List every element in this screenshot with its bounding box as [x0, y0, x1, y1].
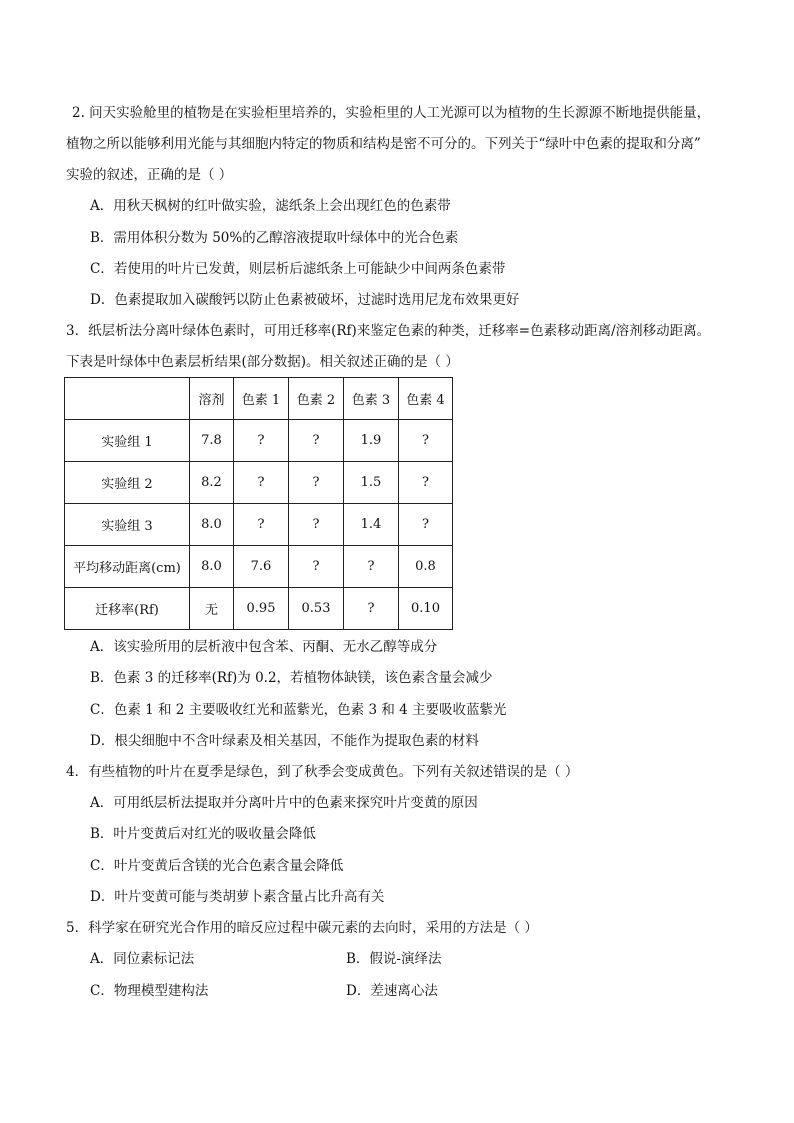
table-cell: 7.8 [190, 420, 234, 462]
q5-option-c: C．物理模型建构法 [90, 983, 209, 999]
q2-option-b: B．需用体积分数为 50%的乙醇溶液提取叶绿体中的光合色素 [90, 230, 459, 246]
table-cell: 迁移率(Rf) [65, 588, 190, 630]
rf-table [64, 377, 453, 630]
table-header-cell: 色素 1 [234, 378, 289, 420]
table-cell: ? [234, 420, 289, 462]
table-cell: ? [234, 504, 289, 546]
table-header-cell: 色素 3 [344, 378, 399, 420]
table-cell: ? [399, 420, 453, 462]
table-cell: 实验组 2 [65, 462, 190, 504]
q5-option-d: D．差速离心法 [346, 983, 438, 999]
table-header-row [65, 378, 453, 420]
q3-option-c: C．色素 1 和 2 主要吸收红光和蓝紫光，色素 3 和 4 主要吸收蓝紫光 [90, 702, 507, 718]
table-cell: 平均移动距离(cm) [65, 546, 190, 588]
table-cell: ? [289, 546, 344, 588]
table-cell: 8.0 [190, 546, 234, 588]
table-header-cell: 溶剂 [190, 378, 234, 420]
table-cell: 0.8 [399, 546, 453, 588]
q4-option-d: D．叶片变黄可能与类胡萝卜素含量占比升高有关 [90, 889, 385, 905]
q2-option-a: A．用秋天枫树的红叶做实验，滤纸条上会出现红色的色素带 [90, 198, 451, 214]
q2-option-d: D．色素提取加入碳酸钙以防止色素被破坏，过滤时选用尼龙布效果更好 [90, 292, 520, 308]
table-row [65, 504, 453, 546]
q4-option-b: B．叶片变黄后对红光的吸收量会降低 [90, 826, 316, 842]
table-row [65, 462, 453, 504]
q2-stem-line-3: 实验的叙述，正确的是（ ） [66, 167, 233, 183]
table-header-cell [65, 378, 190, 420]
table-header-cell: 色素 4 [399, 378, 453, 420]
table-cell: 7.6 [234, 546, 289, 588]
q2-option-c: C．若使用的叶片已发黄，则层析后滤纸条上可能缺少中间两条色素带 [90, 261, 506, 277]
q2-stem-line-2: 植物之所以能够利用光能与其细胞内特定的物质和结构是密不可分的。下列关于“绿叶中色素的提取和分离” [66, 136, 701, 152]
table-cell: 1.4 [344, 504, 399, 546]
q4-stem: 4．有些植物的叶片在夏季是绿色，到了秋季会变成黄色。下列有关叙述错误的是（ ） [66, 764, 579, 780]
table-cell: ? [234, 462, 289, 504]
q3-option-a: A．该实验所用的层析液中包含苯、丙酮、无水乙醇等成分 [90, 639, 438, 655]
table-cell: ? [289, 462, 344, 504]
table-cell: 8.2 [190, 462, 234, 504]
q3-option-d: D．根尖细胞中不含叶绿素及相关基因，不能作为提取色素的材料 [90, 733, 479, 749]
table-cell: 0.53 [289, 588, 344, 630]
table-row [65, 546, 453, 588]
table-cell: 实验组 1 [65, 420, 190, 462]
table-cell: ? [344, 588, 399, 630]
table-cell: 8.0 [190, 504, 234, 546]
table-cell: 1.9 [344, 420, 399, 462]
q3-option-b: B．色素 3 的迁移率(Rf)为 0.2，若植物体缺镁，该色素含量会减少 [90, 670, 493, 686]
table-cell: 实验组 3 [65, 504, 190, 546]
table-cell: ? [344, 546, 399, 588]
q3-stem-line-1: 3．纸层析法分离叶绿体色素时，可用迁移率(Rf)来鉴定色素的种类，迁移率=色素移动距离/溶剂移动距离。 [66, 323, 711, 339]
q4-option-a: A．可用纸层析法提取并分离叶片中的色素来探究叶片变黄的原因 [90, 795, 478, 811]
table-cell: 1.5 [344, 462, 399, 504]
q5-option-a: A．同位素标记法 [90, 951, 195, 967]
table-cell: ? [289, 504, 344, 546]
table-cell: ? [399, 504, 453, 546]
q5-stem: 5．科学家在研究光合作用的暗反应过程中碳元素的去向时，采用的方法是（ ） [66, 920, 538, 936]
table-cell: 0.95 [234, 588, 289, 630]
table-header-cell: 色素 2 [289, 378, 344, 420]
table-cell: ? [289, 420, 344, 462]
table-cell: ? [399, 462, 453, 504]
q3-stem-line-2: 下表是叶绿体中色素层析结果(部分数据)。相关叙述正确的是（ ） [66, 354, 459, 370]
q5-option-b: B．假说-演绎法 [346, 951, 442, 967]
table-row [65, 420, 453, 462]
table-cell: 无 [190, 588, 234, 630]
table-cell: 0.10 [399, 588, 453, 630]
q4-option-c: C．叶片变黄后含镁的光合色素含量会降低 [90, 858, 344, 874]
table-row [65, 588, 453, 630]
q2-stem-line-1: 2. 问天实验舱里的植物是在实验柜里培养的，实验柜里的人工光源可以为植物的生长源源不断地提供能量， [72, 105, 711, 121]
